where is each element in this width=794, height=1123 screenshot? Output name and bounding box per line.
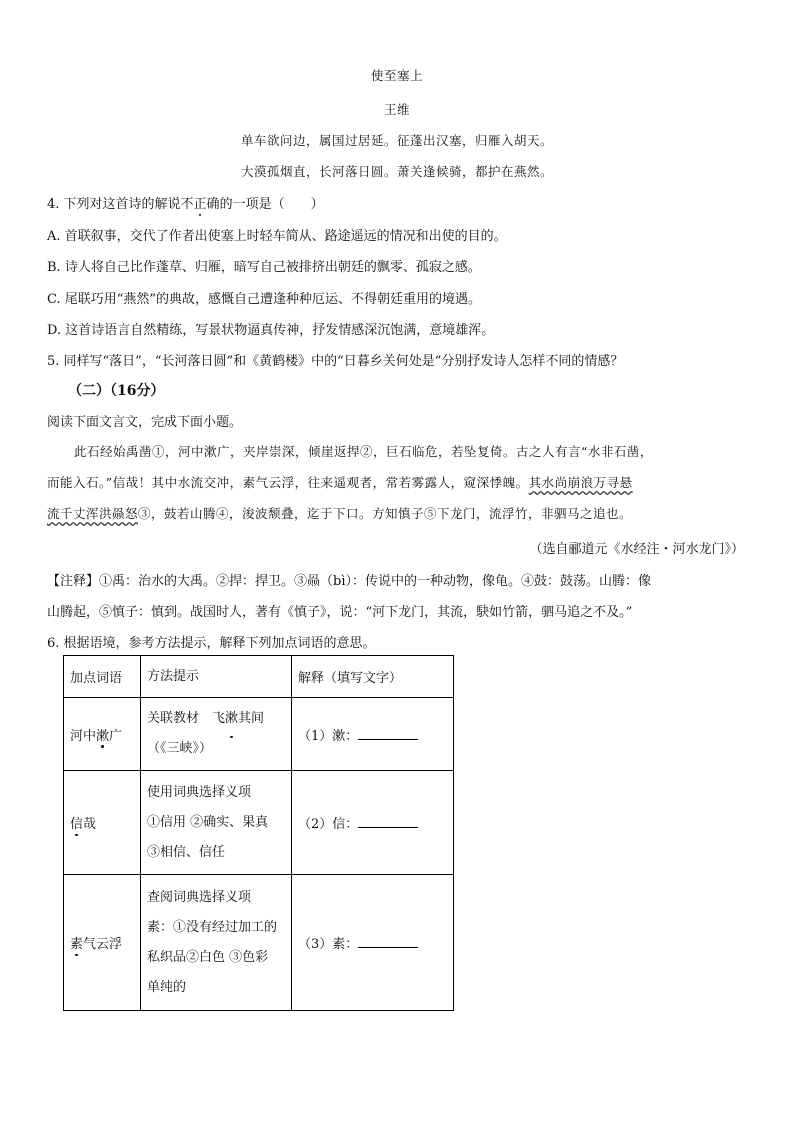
row1-hint-b: 其间 bbox=[238, 711, 265, 726]
row3-word-dot: 素 bbox=[70, 933, 83, 952]
table-row bbox=[64, 698, 454, 771]
question-6-stem: 6. 根据语境，参考方法提示，解释下列加点词语的意思。 bbox=[47, 636, 376, 651]
passage-source: （选自郦道元《水经注・河水龙门》） bbox=[529, 542, 744, 557]
question-4-stem bbox=[47, 193, 324, 212]
row2-word-dot: 信 bbox=[70, 813, 83, 832]
row1-word-a: 河中 bbox=[70, 728, 97, 744]
poem-author: 王维 bbox=[383, 102, 410, 117]
q4-option-a: A. 首联叙事，交代了作者出使塞上时轻车简从、路途遥远的情况和出使的目的。 bbox=[47, 229, 507, 244]
row1-hint-line2: （《三峡》） bbox=[147, 741, 213, 756]
row3-hint-line4: 单纯的 bbox=[147, 979, 187, 995]
row1-hint-dot: 漱 bbox=[225, 704, 238, 734]
row2-hint-line3: ③相信、信任 bbox=[147, 844, 226, 860]
row3-word bbox=[64, 875, 141, 1011]
row3-hint-line2: 素：①没有经过加工的 bbox=[147, 919, 278, 935]
passage-line-3-text: ③，鼓若山腾④，浚波颓叠，迄于下口。方知慎子⑤下龙门，流浮竹，非驷马之追也。 bbox=[138, 506, 633, 521]
row3-hint-line3: 私织品②白色 ③色彩 bbox=[147, 949, 269, 965]
passage-line-1: 此石经始禹凿①，河中漱广，夹岸崇深，倾崖返捍②，巨石临危，若坠复倚。古之人有言“水非石凿， bbox=[74, 444, 653, 459]
row3-answer-label: （3）素： bbox=[298, 937, 359, 952]
header-answer: 解释（填写文字） bbox=[292, 656, 454, 698]
header-hint: 方法提示 bbox=[141, 656, 292, 698]
row2-word bbox=[64, 771, 141, 875]
vocab-table bbox=[63, 655, 454, 1011]
row1-word bbox=[64, 698, 141, 771]
poem-line-1: 单车欲问边，属国过居延。征蓬出汉塞，归雁入胡天。 bbox=[240, 133, 553, 148]
q4-stem-b: 的一项是（ ） bbox=[219, 197, 324, 212]
row2-word-b: 哉 bbox=[83, 817, 97, 832]
table-row bbox=[64, 771, 454, 875]
row2-answer-label: （2）信： bbox=[298, 817, 359, 832]
question-5: 5. 同样写“落日”，“长河落日圆”和《黄鹤楼》中的“日暮乡关何处是”分别抒发诗人怎样不同的情感？ bbox=[47, 354, 624, 369]
passage-line-2-text: 而能入石。”信哉！其中水流交冲，素气云浮，往来遥观者，常若雾露人，窥深悸魄。 bbox=[47, 475, 529, 490]
row2-hint-line2: ①信用 ②确实、果真 bbox=[147, 814, 269, 830]
q4-option-b: B. 诗人将自己比作蓬草、归雁，暗写自己被排挤出朝廷的飘零、孤寂之感。 bbox=[47, 260, 481, 275]
row1-word-b: 广 bbox=[109, 728, 123, 744]
q4-stem-a: 4. 下列对这首诗的解说 bbox=[47, 197, 181, 212]
row3-answer bbox=[292, 875, 454, 1011]
poem-title: 使至塞上 bbox=[370, 68, 423, 83]
row1-answer-label: （1）漱： bbox=[298, 728, 359, 744]
row1-answer bbox=[292, 698, 454, 771]
row1-hint bbox=[141, 698, 292, 771]
section-instruction: 阅读下面文言文，完成下面小题。 bbox=[47, 415, 243, 430]
table-header-row bbox=[64, 656, 454, 698]
section-heading: （二）（16分） bbox=[68, 383, 165, 399]
table-row bbox=[64, 875, 454, 1011]
answer-blank-1[interactable] bbox=[358, 727, 418, 740]
row2-hint-line1: 使用词典选择义项 bbox=[147, 784, 252, 800]
row1-hint-a: 关联教材 飞 bbox=[147, 711, 226, 726]
row2-answer bbox=[292, 771, 454, 875]
row1-word-dot: 漱 bbox=[96, 725, 109, 744]
passage-underlined-1: 其水尚崩浪万寻悬 bbox=[528, 475, 633, 490]
passage-line-2 bbox=[47, 473, 633, 491]
answer-blank-2[interactable] bbox=[358, 815, 418, 828]
row2-hint bbox=[141, 771, 292, 875]
row1-hint-line1 bbox=[147, 704, 285, 734]
row3-word-b: 气云浮 bbox=[83, 937, 123, 952]
q4-option-d: D. 这首诗语言自然精练，写景状物逼真传神，抒发情感深沉饱满，意境雄浑。 bbox=[47, 323, 495, 338]
passage-line-3 bbox=[47, 504, 632, 522]
passage-underlined-2: 流千丈浑洪赑怒 bbox=[47, 506, 139, 521]
notes-line-2: 山腾起，⑤慎子：慎到。战国时人，著有《慎子》，说：“河下龙门，其流，駃如竹箭，驷马追之不及。” bbox=[47, 605, 633, 620]
notes-line-1: 【注释】①禹：治水的大禹。②捍：捍卫。③赑（bì）：传说中的一种动物，像龟。④鼓：鼓荡。山腾：像 bbox=[47, 574, 651, 589]
q4-stem-emphasis: 不正确 bbox=[181, 193, 220, 212]
answer-blank-3[interactable] bbox=[358, 935, 418, 948]
header-word: 加点词语 bbox=[64, 656, 141, 698]
poem-line-2: 大漠孤烟直，长河落日圆。萧关逢候骑，都护在燕然。 bbox=[240, 164, 553, 179]
q4-option-c: C. 尾联巧用“燕然”的典故，感慨自己遭逢种种厄运、不得朝廷重用的境遇。 bbox=[47, 292, 482, 307]
row3-hint bbox=[141, 875, 292, 1011]
row3-hint-line1: 查阅词典选择义项 bbox=[147, 889, 252, 905]
